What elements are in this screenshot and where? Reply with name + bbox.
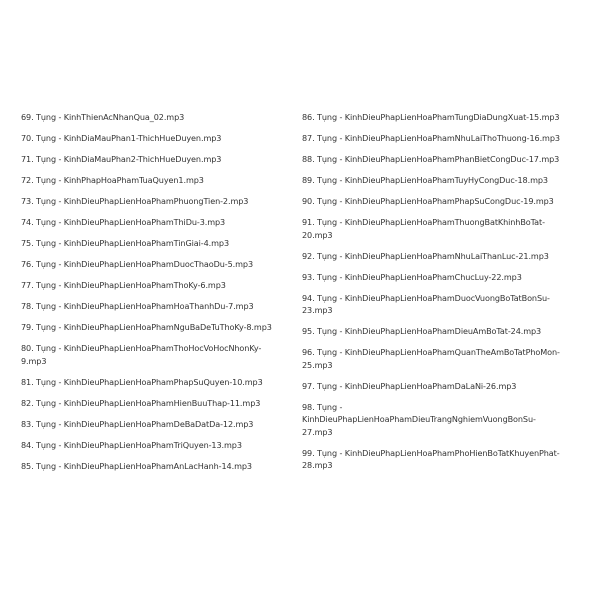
track-title-line: 27.mp3 (302, 426, 333, 437)
track-title-line: 85. Tụng - KinhDieuPhapLienHoaPhamAnLacHanh-14.mp3 (21, 460, 252, 471)
track-title-line: 86. Tụng - KinhDieuPhapLienHoaPhamTungDiaDungXuat-15.mp3 (302, 112, 560, 122)
track-list-item (302, 271, 574, 284)
track-list-item (21, 397, 289, 410)
track-title-line: 92. Tụng - KinhDieuPhapLienHoaPhamNhuLaiThanLuc-21.mp3 (302, 250, 549, 261)
track-title-line: 97. Tụng - KinhDieuPhapLienHoaPhamDaLaNi-26.mp3 (302, 380, 517, 391)
track-list-item (302, 132, 574, 145)
track-list-item (302, 325, 574, 338)
track-list-item (302, 447, 574, 472)
track-title-line: 90. Tụng - KinhDieuPhapLienHoaPhamPhapSuCongDuc-19.mp3 (302, 196, 554, 206)
track-title-line: 25.mp3 (302, 359, 333, 370)
track-title-line: 71. Tụng - KinhDiaMauPhan2-ThichHueDuyen.mp3 (21, 154, 222, 164)
track-list-item (21, 174, 289, 187)
track-list-item (302, 292, 574, 317)
track-title-line: 98. Tụng - (302, 401, 343, 412)
track-list-item (302, 111, 574, 124)
track-title-line: 76. Tụng - KinhDieuPhapLienHoaPhamDuocThaoDu-5.mp3 (21, 259, 254, 269)
track-title-line: 80. Tụng - KinhDieuPhapLienHoaPhamThoHocVoHocNhonKy- (21, 343, 262, 353)
track-list-item (302, 380, 574, 393)
track-title-line: 87. Tụng - KinhDieuPhapLienHoaPhamNhuLaiThoThuong-16.mp3 (302, 133, 560, 143)
track-list-item (21, 321, 289, 334)
track-list-item (21, 460, 289, 473)
track-title-line: 84. Tụng - KinhDieuPhapLienHoaPhamTriQuyen-13.mp3 (21, 439, 242, 450)
track-list-item (21, 153, 289, 166)
track-list-item (302, 174, 574, 187)
track-title-line: 69. Tụng - KinhThienAcNhanQua_02.mp3 (21, 112, 185, 122)
track-list-item (21, 376, 289, 389)
track-list-item (21, 342, 289, 367)
track-title-line: 91. Tụng - KinhDieuPhapLienHoaPhamThuongBatKhinhBoTat- (302, 217, 545, 227)
track-list-item (302, 401, 574, 439)
track-title-line: 70. Tụng - KinhDiaMauPhan1-ThichHueDuyen.mp3 (21, 133, 222, 143)
track-list-item (302, 250, 574, 263)
track-title-line: 88. Tụng - KinhDieuPhapLienHoaPhamPhanBietCongDuc-17.mp3 (302, 154, 560, 164)
track-list-right (302, 111, 574, 480)
track-list-left (21, 111, 289, 481)
track-title-line: 75. Tụng - KinhDieuPhapLienHoaPhamTinGiai-4.mp3 (21, 238, 230, 248)
track-list-item (21, 258, 289, 271)
track-title-line: 99. Tụng - KinhDieuPhapLienHoaPhamPhoHienBoTatKhuyenPhat- (302, 447, 560, 458)
track-title-line: 28.mp3 (302, 460, 333, 470)
track-title-line: KinhDieuPhapLienHoaPhamDieuTrangNghiemVuongBonSu- (302, 414, 536, 424)
track-title-line: 9.mp3 (21, 355, 47, 366)
track-list-item (21, 279, 289, 292)
track-title-line: 82. Tụng - KinhDieuPhapLienHoaPhamHienBuuThap-11.mp3 (21, 397, 261, 408)
track-title-line: 79. Tụng - KinhDieuPhapLienHoaPhamNguBaDeTuThoKy-8.mp3 (21, 322, 272, 332)
track-title-line: 20.mp3 (302, 229, 333, 240)
track-title-line: 78. Tụng - KinhDieuPhapLienHoaPhamHoaThanhDu-7.mp3 (21, 301, 254, 311)
track-list-item (302, 346, 574, 371)
track-title-line: 95. Tụng - KinhDieuPhapLienHoaPhamDieuAmBoTat-24.mp3 (302, 326, 542, 336)
track-list-item (302, 216, 574, 241)
track-list-item (302, 153, 574, 166)
track-list-item (21, 195, 289, 208)
track-title-line: 83. Tụng - KinhDieuPhapLienHoaPhamDeBaDatDa-12.mp3 (21, 418, 254, 429)
track-list-item (21, 237, 289, 250)
track-title-line: 93. Tụng - KinhDieuPhapLienHoaPhamChucLuy-22.mp3 (302, 271, 522, 282)
track-list-item (21, 439, 289, 452)
track-title-line: 94. Tụng - KinhDieuPhapLienHoaPhamDuocVuongBoTatBonSu- (302, 292, 550, 303)
track-list-item (21, 418, 289, 431)
track-title-line: 73. Tụng - KinhDieuPhapLienHoaPhamPhuongTien-2.mp3 (21, 196, 249, 206)
track-title-line: 89. Tụng - KinhDieuPhapLienHoaPhamTuyHyCongDuc-18.mp3 (302, 175, 548, 185)
track-list-item (21, 300, 289, 313)
track-title-line: 72. Tụng - KinhPhapHoaPhamTuaQuyen1.mp3 (21, 175, 204, 185)
track-title-line: 74. Tụng - KinhDieuPhapLienHoaPhamThiDu-3.mp3 (21, 217, 226, 227)
track-list-item (302, 195, 574, 208)
track-list-item (21, 216, 289, 229)
track-title-line: 81. Tụng - KinhDieuPhapLienHoaPhamPhapSuQuyen-10.mp3 (21, 376, 263, 387)
track-title-line: 96. Tụng - KinhDieuPhapLienHoaPhamQuanTheAmBoTatPhoMon- (302, 347, 560, 357)
track-title-line: 77. Tụng - KinhDieuPhapLienHoaPhamThoKy-6.mp3 (21, 280, 226, 290)
track-title-line: 23.mp3 (302, 305, 333, 315)
track-list-item (21, 132, 289, 145)
track-list-item (21, 111, 289, 124)
